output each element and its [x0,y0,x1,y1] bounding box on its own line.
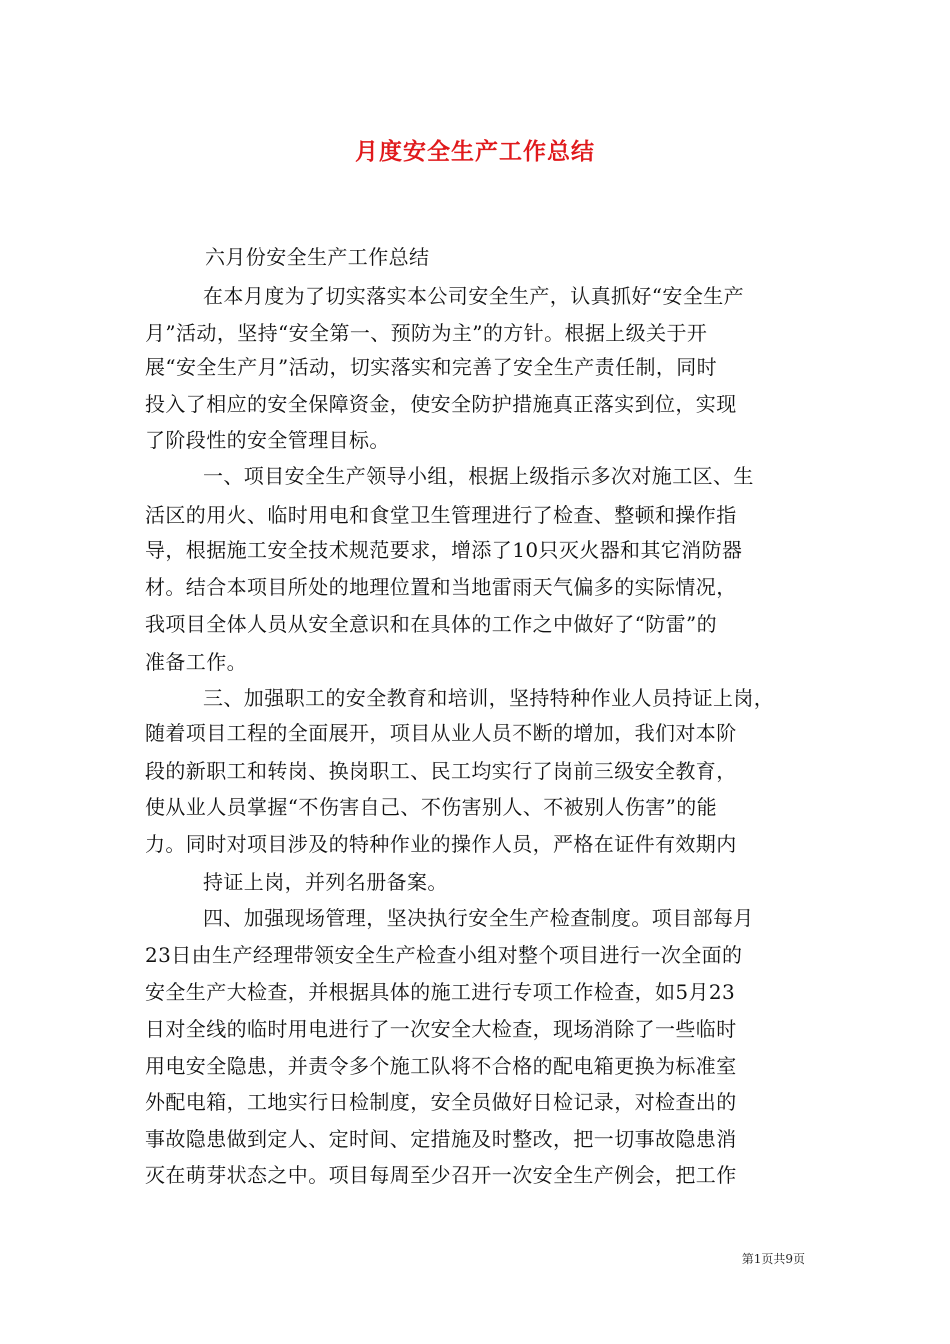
text-line: 一、项目安全生产领导小组，根据上级指示多次对施工区、生 [203,464,754,488]
text-line: 23日由生产经理带领安全生产检查小组对整个项目进行一次全面的 [145,943,743,967]
text-line: 材。结合本项目所处的地理位置和当地雷雨天气偏多的实际情况， [145,575,737,599]
text-line: 段的新职工和转岗、换岗职工、民工均实行了岗前三级安全教育， [145,759,737,783]
text-line: 力。同时对项目涉及的特种作业的操作人员，严格在证件有效期内 [145,832,737,856]
text-line: 使从业人员掌握“不伤害自己、不伤害别人、不被别人伤害”的能 [145,795,718,819]
text-line: 安全生产大检查，并根据具体的施工进行专项工作检查，如5月23 [145,980,736,1004]
text-line: 事故隐患做到定人、定时间、定措施及时整改，把一切事故隐患消 [145,1127,737,1151]
text-line: 持证上岗，并列名册备案。 [203,870,448,894]
text-line: 了阶段性的安全管理目标。 [145,428,390,452]
document-title: 月度安全生产工作总结 [355,139,595,165]
text-line: 六月份安全生产工作总结 [205,245,430,269]
text-line: 展“安全生产月”活动，切实落实和完善了安全生产责任制，同时 [145,355,718,379]
text-line: 准备工作。 [145,650,247,674]
text-line: 日对全线的临时用电进行了一次安全大检查，现场消除了一些临时 [145,1017,737,1041]
text-line: 月”活动，坚持“安全第一、预防为主”的方针。根据上级关于开 [145,321,708,345]
page-number: 第1页共9页 [741,1252,805,1266]
text-line: 活区的用火、临时用电和食堂卫生管理进行了检查、整顿和操作指 [145,503,737,527]
text-line: 投入了相应的安全保障资金，使安全防护措施真正落实到位，实现 [145,392,737,416]
text-line: 随着项目工程的全面展开，项目从业人员不断的增加，我们对本阶 [145,721,737,745]
text-line: 我项目全体人员从安全意识和在具体的工作之中做好了“防雷”的 [145,612,718,636]
text-line: 导，根据施工安全技术规范要求，增添了10只灭火器和其它消防器 [145,538,743,562]
text-line: 外配电箱，工地实行日检制度，安全员做好日检记录，对检查出的 [145,1090,737,1114]
text-line: 用电安全隐患，并责令多个施工队将不合格的配电箱更换为标准室 [145,1054,737,1078]
text-line: 在本月度为了切实落实本公司安全生产，认真抓好“安全生产 [203,284,745,308]
text-line: 灭在萌芽状态之中。项目每周至少召开一次安全生产例会，把工作 [145,1163,737,1187]
text-line: 四、加强现场管理，坚决执行安全生产检查制度。项目部每月 [203,906,754,930]
text-line: 三、加强职工的安全教育和培训，坚持特种作业人员持证上岗， [203,686,775,710]
